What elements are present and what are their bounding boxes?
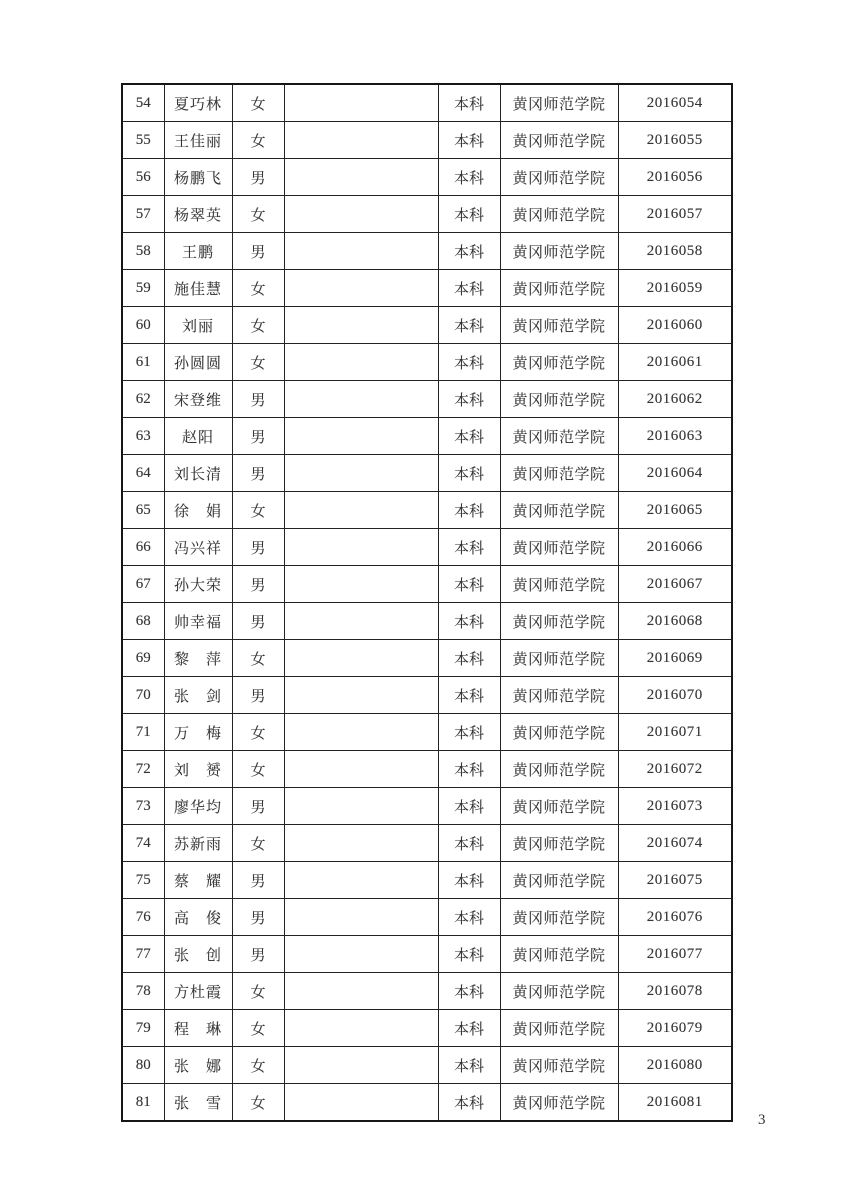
cell-school: 黄冈师范学院 [500,677,618,714]
cell-gender: 女 [232,751,284,788]
cell-school: 黄冈师范学院 [500,936,618,973]
cell-gender: 女 [232,973,284,1010]
cell-row-number: 72 [122,751,164,788]
cell-student-name: 夏巧林 [164,84,232,122]
cell-student-name: 万 梅 [164,714,232,751]
cell-school: 黄冈师范学院 [500,973,618,1010]
cell-student-name: 黎 萍 [164,640,232,677]
cell-student-name: 程 琳 [164,1010,232,1047]
cell-blank [284,936,438,973]
cell-blank [284,418,438,455]
cell-blank [284,529,438,566]
cell-gender: 女 [232,270,284,307]
cell-student-name: 徐 娟 [164,492,232,529]
cell-student-id: 2016068 [618,603,732,640]
table-row [122,714,732,751]
cell-student-name: 王鹏 [164,233,232,270]
cell-education: 本科 [438,418,500,455]
cell-school: 黄冈师范学院 [500,1084,618,1122]
cell-gender: 男 [232,566,284,603]
cell-blank [284,84,438,122]
cell-education: 本科 [438,899,500,936]
table-row [122,825,732,862]
cell-student-id: 2016079 [618,1010,732,1047]
cell-education: 本科 [438,344,500,381]
cell-school: 黄冈师范学院 [500,862,618,899]
cell-blank [284,1010,438,1047]
cell-student-name: 帅幸福 [164,603,232,640]
cell-gender: 男 [232,788,284,825]
cell-education: 本科 [438,529,500,566]
cell-gender: 女 [232,122,284,159]
table-row [122,1084,732,1122]
cell-row-number: 60 [122,307,164,344]
cell-gender: 女 [232,307,284,344]
cell-blank [284,492,438,529]
cell-gender: 女 [232,1010,284,1047]
cell-blank [284,825,438,862]
cell-blank [284,788,438,825]
cell-blank [284,381,438,418]
cell-student-id: 2016080 [618,1047,732,1084]
cell-student-id: 2016072 [618,751,732,788]
table-row [122,677,732,714]
cell-gender: 女 [232,344,284,381]
cell-student-id: 2016067 [618,566,732,603]
cell-gender: 女 [232,640,284,677]
table-row [122,159,732,196]
cell-student-name: 王佳丽 [164,122,232,159]
cell-blank [284,751,438,788]
cell-student-name: 蔡 耀 [164,862,232,899]
cell-gender: 男 [232,233,284,270]
table-row [122,973,732,1010]
table-row [122,566,732,603]
cell-student-id: 2016066 [618,529,732,566]
cell-row-number: 73 [122,788,164,825]
table-row [122,529,732,566]
table-row [122,1047,732,1084]
cell-blank [284,973,438,1010]
cell-school: 黄冈师范学院 [500,825,618,862]
cell-blank [284,233,438,270]
cell-row-number: 58 [122,233,164,270]
cell-education: 本科 [438,1010,500,1047]
cell-school: 黄冈师范学院 [500,751,618,788]
cell-row-number: 81 [122,1084,164,1122]
cell-student-id: 2016071 [618,714,732,751]
table-row [122,936,732,973]
cell-school: 黄冈师范学院 [500,84,618,122]
cell-student-name: 苏新雨 [164,825,232,862]
cell-student-id: 2016064 [618,455,732,492]
cell-gender: 男 [232,862,284,899]
table-row [122,899,732,936]
cell-row-number: 59 [122,270,164,307]
table-row [122,788,732,825]
cell-student-name: 施佳慧 [164,270,232,307]
cell-row-number: 57 [122,196,164,233]
cell-school: 黄冈师范学院 [500,381,618,418]
cell-student-id: 2016075 [618,862,732,899]
cell-blank [284,196,438,233]
table-row [122,307,732,344]
cell-education: 本科 [438,788,500,825]
cell-education: 本科 [438,122,500,159]
cell-student-name: 高 俊 [164,899,232,936]
cell-row-number: 64 [122,455,164,492]
cell-school: 黄冈师范学院 [500,566,618,603]
cell-student-id: 2016076 [618,899,732,936]
cell-student-id: 2016057 [618,196,732,233]
cell-student-id: 2016073 [618,788,732,825]
cell-gender: 男 [232,936,284,973]
cell-gender: 女 [232,1047,284,1084]
cell-gender: 男 [232,529,284,566]
cell-blank [284,159,438,196]
table-row [122,381,732,418]
cell-education: 本科 [438,825,500,862]
cell-row-number: 80 [122,1047,164,1084]
cell-row-number: 74 [122,825,164,862]
cell-gender: 男 [232,418,284,455]
cell-student-id: 2016059 [618,270,732,307]
cell-student-name: 张 剑 [164,677,232,714]
cell-student-name: 杨翠英 [164,196,232,233]
cell-row-number: 61 [122,344,164,381]
cell-education: 本科 [438,196,500,233]
cell-school: 黄冈师范学院 [500,788,618,825]
cell-school: 黄冈师范学院 [500,455,618,492]
cell-student-id: 2016081 [618,1084,732,1122]
cell-blank [284,899,438,936]
cell-blank [284,1084,438,1122]
cell-school: 黄冈师范学院 [500,307,618,344]
table-row [122,603,732,640]
cell-education: 本科 [438,862,500,899]
cell-row-number: 77 [122,936,164,973]
cell-education: 本科 [438,677,500,714]
cell-school: 黄冈师范学院 [500,603,618,640]
cell-blank [284,640,438,677]
cell-education: 本科 [438,492,500,529]
cell-education: 本科 [438,566,500,603]
cell-school: 黄冈师范学院 [500,233,618,270]
cell-student-id: 2016062 [618,381,732,418]
cell-student-id: 2016055 [618,122,732,159]
cell-student-name: 孙大荣 [164,566,232,603]
cell-row-number: 56 [122,159,164,196]
cell-gender: 女 [232,1084,284,1122]
cell-row-number: 69 [122,640,164,677]
cell-student-name: 刘丽 [164,307,232,344]
cell-education: 本科 [438,270,500,307]
cell-school: 黄冈师范学院 [500,418,618,455]
cell-student-name: 方杜霞 [164,973,232,1010]
cell-blank [284,307,438,344]
cell-student-name: 冯兴祥 [164,529,232,566]
cell-student-id: 2016074 [618,825,732,862]
cell-student-id: 2016077 [618,936,732,973]
cell-student-id: 2016061 [618,344,732,381]
cell-blank [284,862,438,899]
cell-blank [284,566,438,603]
table-row [122,344,732,381]
student-roster-table [121,83,733,1122]
cell-student-id: 2016069 [618,640,732,677]
cell-school: 黄冈师范学院 [500,344,618,381]
cell-gender: 男 [232,455,284,492]
table-row [122,418,732,455]
cell-student-id: 2016063 [618,418,732,455]
cell-education: 本科 [438,1047,500,1084]
cell-row-number: 62 [122,381,164,418]
cell-education: 本科 [438,936,500,973]
cell-blank [284,603,438,640]
cell-student-id: 2016078 [618,973,732,1010]
cell-school: 黄冈师范学院 [500,640,618,677]
cell-school: 黄冈师范学院 [500,159,618,196]
cell-student-id: 2016065 [618,492,732,529]
cell-row-number: 63 [122,418,164,455]
cell-school: 黄冈师范学院 [500,714,618,751]
cell-row-number: 76 [122,899,164,936]
cell-blank [284,122,438,159]
cell-education: 本科 [438,714,500,751]
table-row [122,84,732,122]
cell-education: 本科 [438,381,500,418]
cell-school: 黄冈师范学院 [500,529,618,566]
cell-student-id: 2016058 [618,233,732,270]
cell-education: 本科 [438,640,500,677]
cell-row-number: 78 [122,973,164,1010]
cell-student-name: 刘长清 [164,455,232,492]
cell-row-number: 66 [122,529,164,566]
cell-gender: 男 [232,159,284,196]
table-row [122,751,732,788]
cell-row-number: 55 [122,122,164,159]
cell-blank [284,677,438,714]
cell-student-id: 2016056 [618,159,732,196]
cell-education: 本科 [438,233,500,270]
cell-row-number: 71 [122,714,164,751]
cell-blank [284,1047,438,1084]
cell-school: 黄冈师范学院 [500,196,618,233]
cell-school: 黄冈师范学院 [500,1047,618,1084]
cell-gender: 女 [232,196,284,233]
cell-student-name: 刘 赟 [164,751,232,788]
table-row [122,270,732,307]
cell-student-name: 张 娜 [164,1047,232,1084]
cell-gender: 男 [232,381,284,418]
table-row [122,196,732,233]
cell-gender: 男 [232,603,284,640]
cell-blank [284,455,438,492]
table-row [122,455,732,492]
table-row [122,492,732,529]
cell-student-name: 廖华均 [164,788,232,825]
cell-row-number: 54 [122,84,164,122]
cell-education: 本科 [438,603,500,640]
cell-row-number: 68 [122,603,164,640]
cell-gender: 男 [232,677,284,714]
cell-row-number: 65 [122,492,164,529]
cell-blank [284,714,438,751]
cell-school: 黄冈师范学院 [500,492,618,529]
cell-student-id: 2016054 [618,84,732,122]
cell-school: 黄冈师范学院 [500,1010,618,1047]
cell-student-id: 2016070 [618,677,732,714]
cell-school: 黄冈师范学院 [500,899,618,936]
cell-student-name: 张 雪 [164,1084,232,1122]
cell-row-number: 79 [122,1010,164,1047]
cell-blank [284,344,438,381]
cell-gender: 女 [232,84,284,122]
cell-school: 黄冈师范学院 [500,122,618,159]
cell-student-name: 张 创 [164,936,232,973]
cell-student-name: 孙圆圆 [164,344,232,381]
cell-education: 本科 [438,1084,500,1122]
cell-gender: 女 [232,714,284,751]
cell-gender: 女 [232,825,284,862]
cell-blank [284,270,438,307]
table-row [122,122,732,159]
cell-education: 本科 [438,973,500,1010]
cell-student-id: 2016060 [618,307,732,344]
table-row [122,1010,732,1047]
cell-row-number: 67 [122,566,164,603]
cell-row-number: 75 [122,862,164,899]
cell-student-name: 杨鹏飞 [164,159,232,196]
table-row [122,862,732,899]
cell-education: 本科 [438,455,500,492]
table-row [122,233,732,270]
cell-student-name: 赵阳 [164,418,232,455]
cell-education: 本科 [438,307,500,344]
cell-gender: 男 [232,899,284,936]
cell-student-name: 宋登维 [164,381,232,418]
cell-education: 本科 [438,84,500,122]
cell-education: 本科 [438,751,500,788]
cell-gender: 女 [232,492,284,529]
cell-education: 本科 [438,159,500,196]
cell-row-number: 70 [122,677,164,714]
page-number: 3 [758,1112,766,1128]
table-row [122,640,732,677]
cell-school: 黄冈师范学院 [500,270,618,307]
